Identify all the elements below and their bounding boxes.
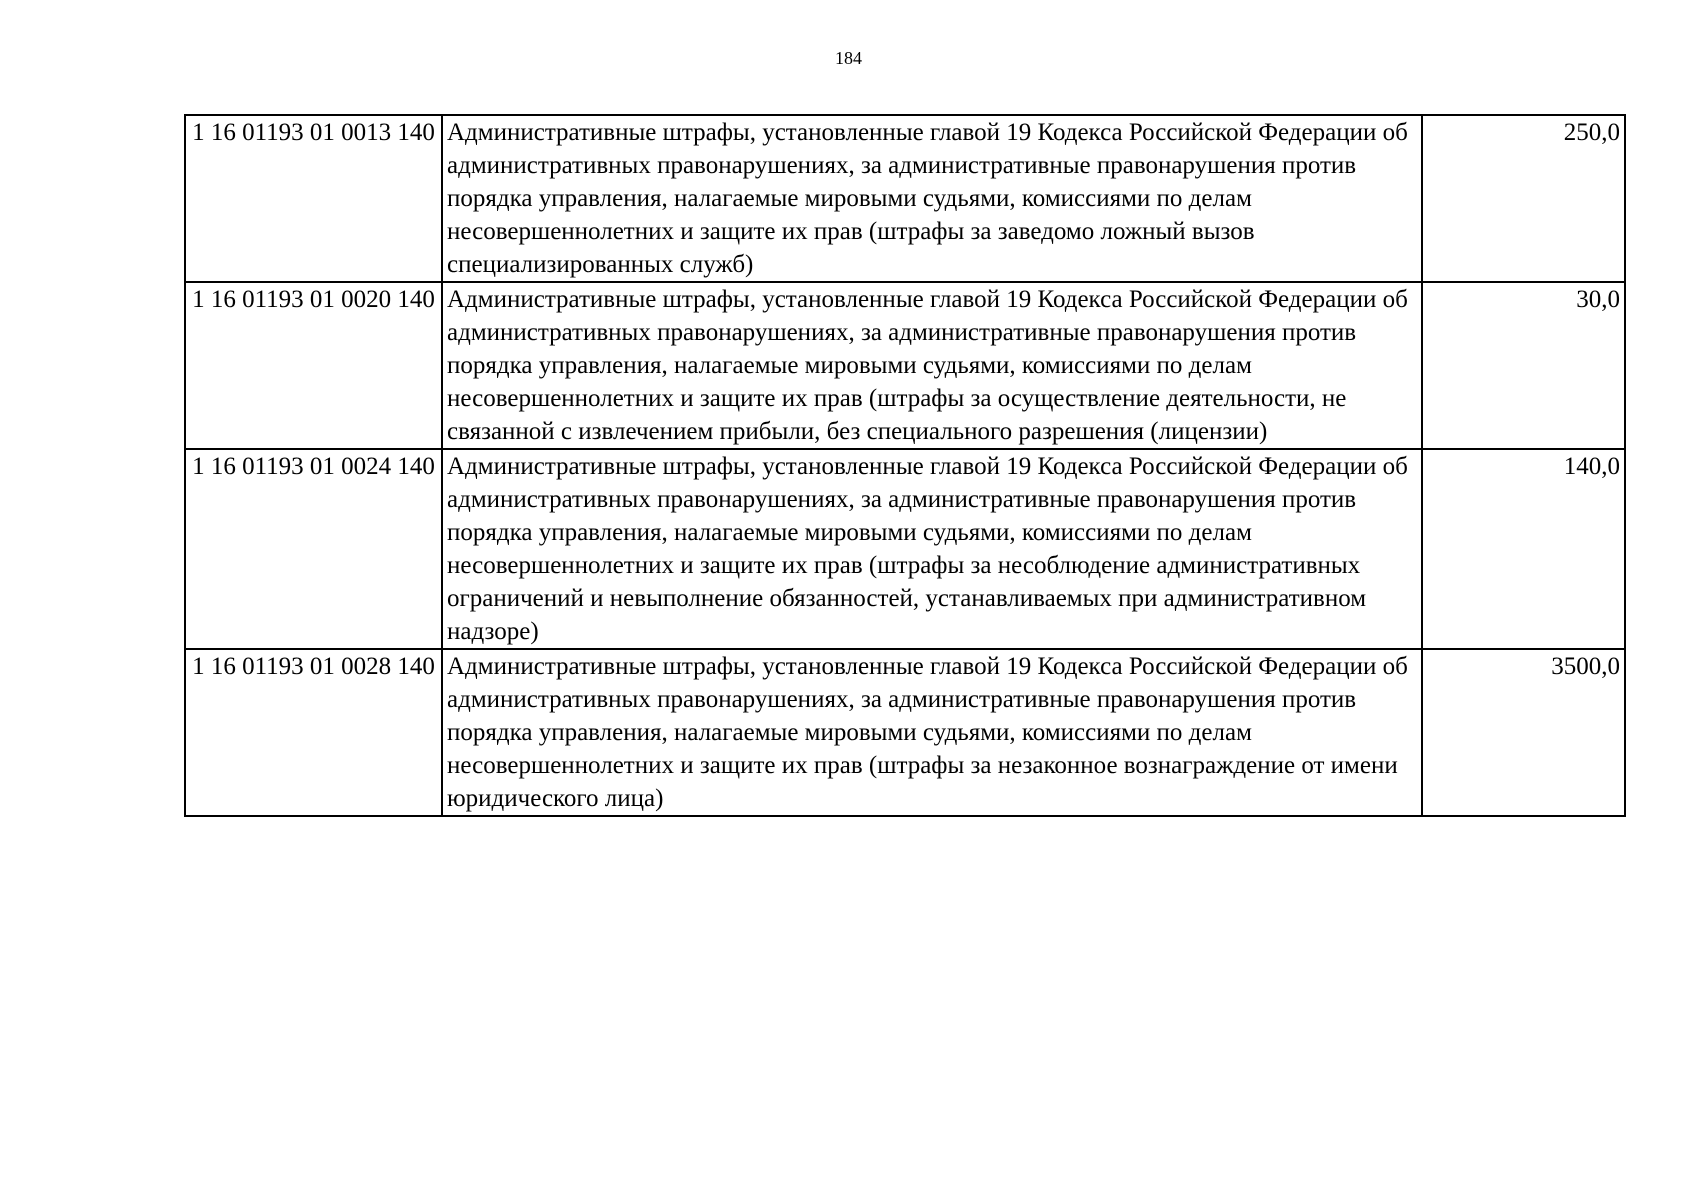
amount-cell: 3500,0 <box>1422 649 1625 816</box>
page-number: 184 <box>835 48 862 68</box>
budget-code-cell: 1 16 01193 01 0024 140 <box>185 449 442 649</box>
description-cell: Административные штрафы, установленные главой 19 Кодекса Российской Федерации об административных правонарушениях, за административные правонарушения против порядка управления, налагаемые мировыми судьями, комиссиями по делам несовершеннолетних и защите их прав (штрафы за осуществление деятельности, не связанной с извлечением прибыли, без специального разрешения (лицензии) <box>442 282 1422 449</box>
budget-code-cell: 1 16 01193 01 0020 140 <box>185 282 442 449</box>
table-row <box>185 115 1625 282</box>
amount-cell: 30,0 <box>1422 282 1625 449</box>
description-cell: Административные штрафы, установленные главой 19 Кодекса Российской Федерации об административных правонарушениях, за административные правонарушения против порядка управления, налагаемые мировыми судьями, комиссиями по делам несовершеннолетних и защите их прав (штрафы за заведомо ложный вызов специализированных служб) <box>442 115 1422 282</box>
table-row <box>185 649 1625 816</box>
budget-classification-table <box>184 114 1626 817</box>
description-cell: Административные штрафы, установленные главой 19 Кодекса Российской Федерации об административных правонарушениях, за административные правонарушения против порядка управления, налагаемые мировыми судьями, комиссиями по делам несовершеннолетних и защите их прав (штрафы за незаконное вознаграждение от имени юридического лица) <box>442 649 1422 816</box>
amount-cell: 250,0 <box>1422 115 1625 282</box>
budget-code-cell: 1 16 01193 01 0013 140 <box>185 115 442 282</box>
description-cell: Административные штрафы, установленные главой 19 Кодекса Российской Федерации об административных правонарушениях, за административные правонарушения против порядка управления, налагаемые мировыми судьями, комиссиями по делам несовершеннолетних и защите их прав (штрафы за несоблюдение административных ограничений и невыполнение обязанностей, устанавливаемых при административном надзоре) <box>442 449 1422 649</box>
table-row <box>185 282 1625 449</box>
amount-cell: 140,0 <box>1422 449 1625 649</box>
budget-code-cell: 1 16 01193 01 0028 140 <box>185 649 442 816</box>
table-row <box>185 449 1625 649</box>
